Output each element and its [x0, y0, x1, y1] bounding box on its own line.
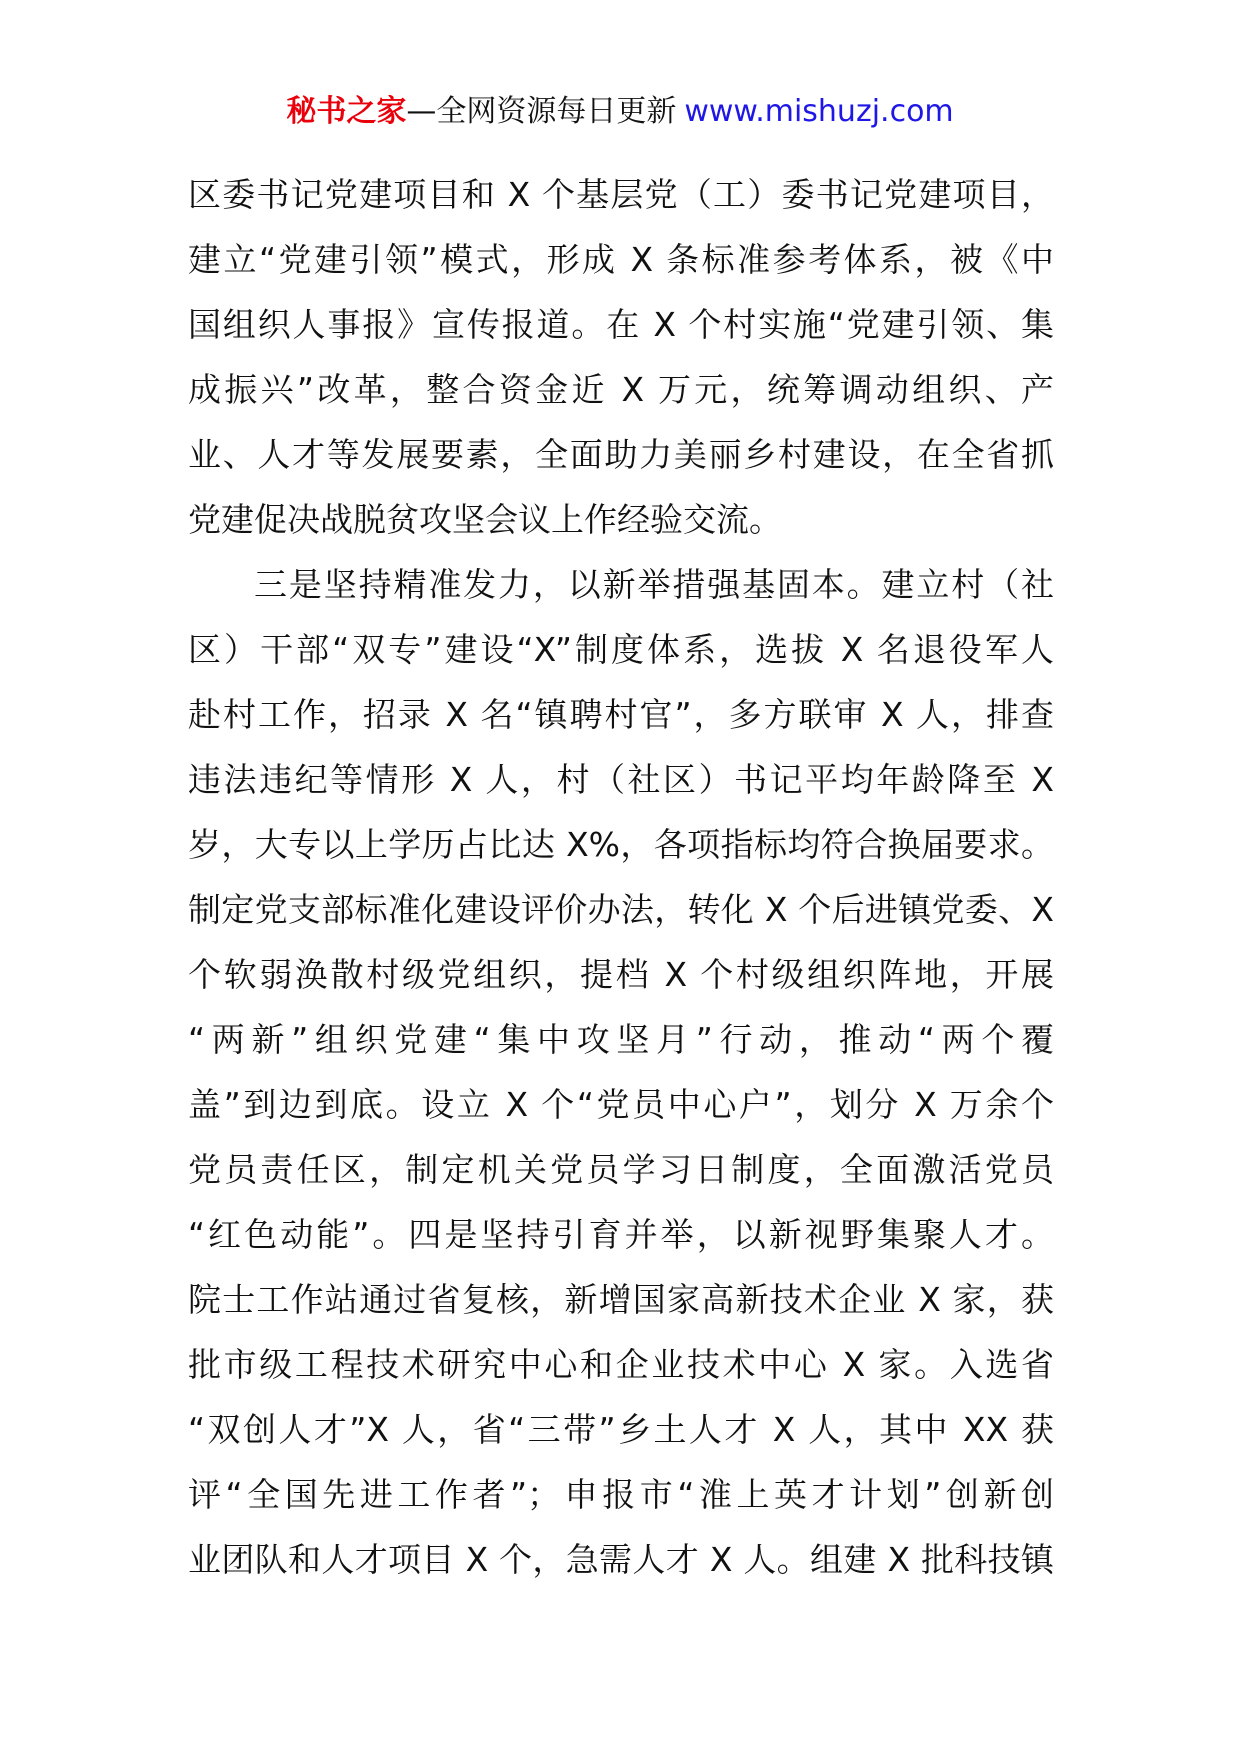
text-line: 党员责任区，制定机关党员学习日制度，全面激活党员 [188, 1150, 1054, 1189]
text-line: 赴村工作，招录 X 名“镇聘村官”，多方联审 X 人，排查 [188, 695, 1054, 734]
header-tagline: —全网资源每日更新 [406, 94, 677, 129]
watermark-header [0, 92, 1240, 132]
text-line: 制定党支部标准化建设评价办法，转化 X 个后进镇党委、X [188, 890, 1054, 929]
text-line: 区委书记党建项目和 X 个基层党（工）委书记党建项目， [188, 175, 1054, 214]
text-line: 建立“党建引领”模式，形成 X 条标准参考体系，被《中 [188, 240, 1054, 279]
text-line: 成振兴”改革，整合资金近 X 万元，统筹调动组织、产 [188, 370, 1054, 409]
text-line: “红色动能”。四是坚持引育并举，以新视野集聚人才。 [188, 1215, 1054, 1254]
paragraph-start-line: 三是坚持精准发力，以新举措强基固本。建立村（社 [254, 565, 1054, 604]
text-line: “双创人才”X 人，省“三带”乡土人才 X 人，其中 XX 获 [188, 1410, 1054, 1449]
text-line: 个软弱涣散村级党组织，提档 X 个村级组织阵地，开展 [188, 955, 1054, 994]
document-body [188, 162, 1054, 1592]
text-line: 违法违纪等情形 X 人，村（社区）书记平均年龄降至 X [188, 760, 1054, 799]
text-line: 批市级工程技术研究中心和企业技术中心 X 家。入选省 [188, 1345, 1054, 1384]
brand-name: 秘书之家 [286, 94, 407, 129]
text-line: 岁，大专以上学历占比达 X%，各项指标均符合换届要求。 [188, 825, 1054, 864]
text-line: 盖”到边到底。设立 X 个“党员中心户”，划分 X 万余个 [188, 1085, 1054, 1124]
text-line: 院士工作站通过省复核，新增国家高新技术企业 X 家，获 [188, 1280, 1054, 1319]
text-line: 国组织人事报》宣传报道。在 X 个村实施“党建引领、集 [188, 305, 1054, 344]
text-line: 区）干部“双专”建设“X”制度体系，选拔 X 名退役军人 [188, 630, 1054, 669]
text-line: 党建促决战脱贫攻坚会议上作经验交流。 [188, 500, 782, 539]
text-line: “两新”组织党建“集中攻坚月”行动，推动“两个覆 [188, 1020, 1054, 1059]
text-line: 业团队和人才项目 X 个，急需人才 X 人。组建 X 批科技镇 [188, 1540, 1054, 1579]
text-line: 评“全国先进工作者”；申报市“淮上英才计划”创新创 [188, 1475, 1054, 1514]
site-url-link[interactable]: www.mishuzj.com [684, 94, 954, 129]
text-line: 业、人才等发展要素，全面助力美丽乡村建设，在全省抓 [188, 435, 1054, 474]
